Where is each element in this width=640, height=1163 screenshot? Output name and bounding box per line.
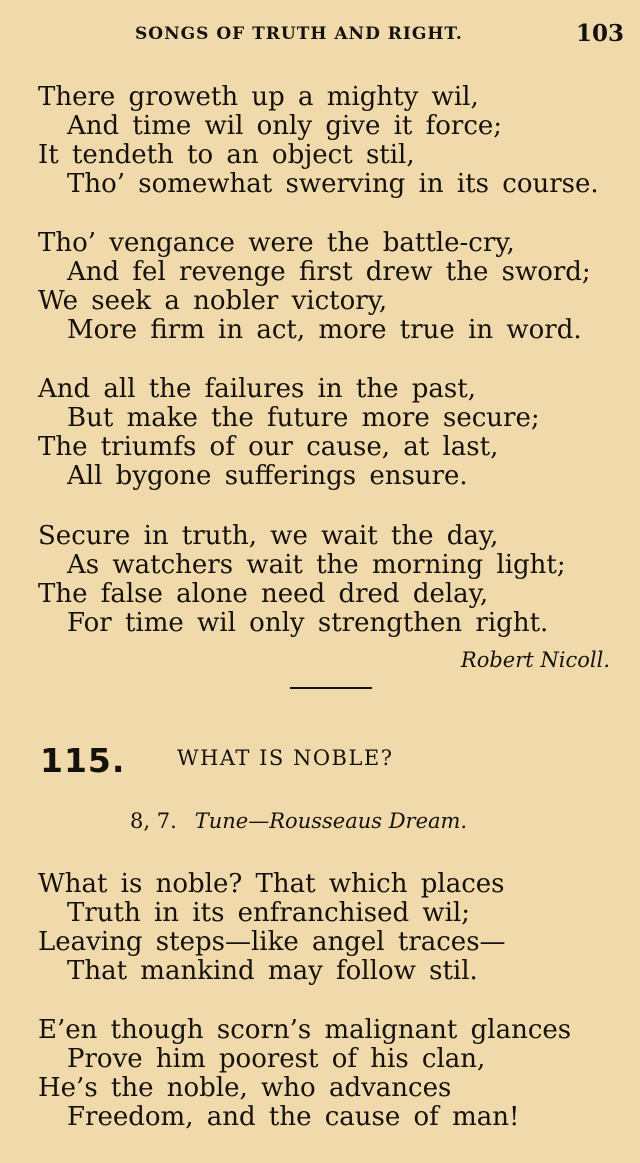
poem-line: The triumfs of our cause, at last,	[38, 432, 499, 462]
poem-line: It tendeth to an object stil,	[38, 140, 415, 170]
poem-line: The false alone need dred delay,	[38, 579, 489, 609]
meter-line	[130, 809, 467, 833]
poem-line: But make the future more secure;	[67, 403, 540, 433]
page-number: 103	[575, 20, 624, 47]
hymn-line: Truth in its enfranchised wil;	[67, 898, 471, 928]
poem-line: And time wil only give it force;	[67, 111, 503, 141]
poem-line: We seek a nobler victory,	[38, 286, 388, 316]
section-divider	[290, 687, 372, 689]
poem-line: Tho’ somewhat swerving in its course.	[67, 169, 599, 199]
hymn-line: That mankind may follow stil.	[67, 956, 478, 986]
hymn-line: Freedom, and the cause of man!	[67, 1102, 520, 1132]
running-head: SONGS OF TRUTH AND RIGHT.	[135, 24, 463, 44]
hymn-line: Leaving steps—like angel traces—	[38, 927, 506, 957]
hymn-line: Prove him poorest of his clan,	[67, 1044, 486, 1074]
hymn-line: E’en though scorn’s malignant glances	[38, 1015, 572, 1045]
hymn-line: What is noble? That which places	[38, 869, 505, 899]
poem-line: For time wil only strengthen right.	[67, 608, 549, 638]
hymn-title: WHAT IS NOBLE?	[177, 746, 394, 770]
poem-line: Tho’ vengance were the battle-cry,	[38, 228, 515, 258]
poem-line: More firm in act, more true in word.	[67, 315, 582, 345]
poem-line: There groweth up a mighty wil,	[38, 82, 479, 112]
hymn-number: 115.	[40, 741, 126, 780]
poem-line: As watchers wait the morning light;	[67, 550, 566, 580]
author-attribution: Robert Nicoll.	[460, 648, 610, 672]
tune-name: Tune—Rousseaus Dream.	[194, 809, 468, 833]
meter: 8, 7.	[130, 809, 177, 833]
hymn-line: He’s the noble, who advances	[38, 1073, 452, 1103]
poem-line: All bygone sufferings ensure.	[67, 461, 468, 491]
poem-line: And all the failures in the past,	[38, 374, 476, 404]
poem-line: Secure in truth, we wait the day,	[38, 521, 499, 551]
poem-line: And fel revenge first drew the sword;	[67, 257, 591, 287]
